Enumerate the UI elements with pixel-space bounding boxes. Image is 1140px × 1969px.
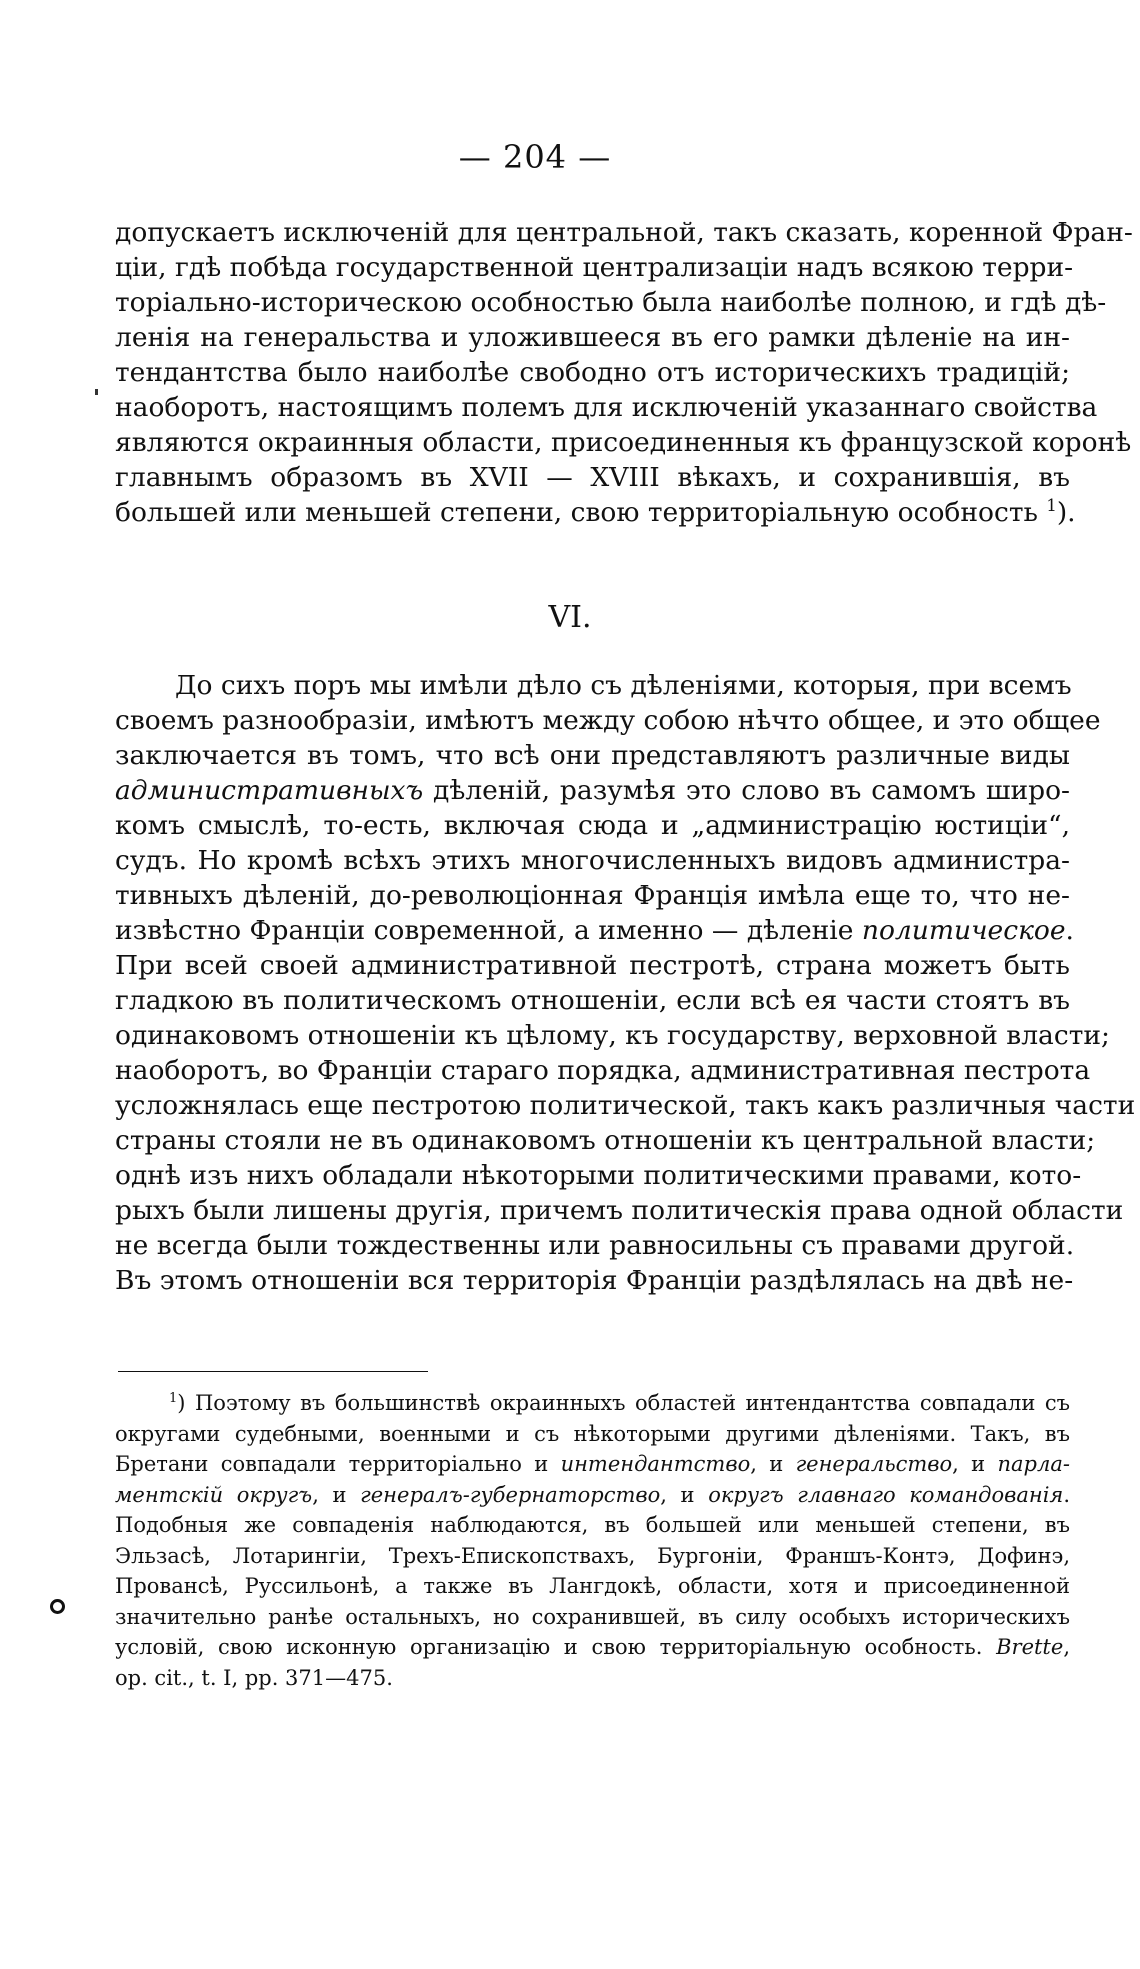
italic-term: политическое — [861, 915, 1066, 946]
text-line: главнымъ образомъ въ XVII — XVIII вѣкахъ, и сохранившія, въ — [115, 462, 1070, 493]
italic-term: административныхъ — [115, 775, 424, 806]
footnote-line: op. cit., t. I, pp. 371—475. — [115, 1665, 393, 1690]
section-heading: VI. — [548, 600, 592, 635]
text-line: торіально-историческою особностью была наиболѣе полною, и гдѣ дѣ- — [115, 287, 1107, 318]
text-line: не всегда были тождественны или равносильны съ правами другой. — [115, 1230, 1075, 1261]
text-line: тивныхъ дѣленій, до-революціонная Франція имѣла еще то, что не- — [115, 880, 1070, 911]
footnote-line: округами судебными, военными и съ нѣкоторыми другими дѣленіями. Такъ, въ — [115, 1421, 1070, 1446]
text-line-end: . — [1065, 915, 1074, 946]
page-number: — 204 — — [458, 138, 612, 176]
text-line: При всей своей административной пестротѣ, страна можетъ быть — [115, 950, 1070, 981]
footnote-line-text: ) Поэтому въ большинствѣ окраинныхъ областей интендантства совпадали съ — [177, 1391, 1070, 1415]
text-line — [115, 495, 1076, 530]
footnote-text: , и — [750, 1452, 796, 1476]
text-line: рыхъ были лишены другія, причемъ политическія права одной области — [115, 1195, 1124, 1226]
footnote-divider — [118, 1371, 428, 1372]
footnote-line: Эльзасѣ, Лотарингіи, Трехъ-Епископствахъ, Бургоніи, Франшъ-Контэ, Дофинэ, — [115, 1543, 1070, 1568]
footnote-text: , — [1063, 1635, 1070, 1659]
text-line — [115, 913, 1074, 948]
text-line: усложнялась еще пестротою политической, такъ какъ различныя части — [115, 1090, 1136, 1121]
footnote-marker: 1 — [169, 1391, 178, 1406]
text-line-rest: дѣленій, разумѣя это слово въ самомъ широ- — [423, 775, 1070, 806]
footnote-text: , и — [952, 1452, 998, 1476]
italic-term: парла- — [997, 1452, 1070, 1476]
text-line: однѣ изъ нихъ обладали нѣкоторыми политическими правами, кото- — [115, 1160, 1082, 1191]
footnote-line: Провансѣ, Руссильонѣ, а также въ Лангдокѣ, области, хотя и присоединенной — [115, 1574, 1070, 1598]
italic-term: Brette — [996, 1635, 1064, 1659]
footnote-text: , и — [312, 1482, 361, 1507]
text-line: ленія на генеральства и уложившееся въ его рамки дѣленіе на ин- — [115, 322, 1070, 353]
text-line: своемъ разнообразіи, имѣютъ между собою нѣчто общее, и это общее — [115, 705, 1101, 736]
margin-circle-mark — [50, 1599, 65, 1614]
text-line-end: ). — [1056, 497, 1076, 528]
text-line: являются окраинныя области, присоединенныя къ французской коронѣ — [115, 427, 1132, 458]
italic-term: округъ главнаго командованія — [708, 1482, 1064, 1507]
text-line: До сихъ поръ мы имѣли дѣло съ дѣленіями, которыя, при всемъ — [175, 670, 1072, 701]
footnote-line: Подобныя же совпаденія наблюдаются, въ большей или меньшей степени, въ — [115, 1513, 1070, 1537]
italic-term: генеральство — [795, 1452, 953, 1476]
text-line: судъ. Но кромѣ всѣхъ этихъ многочисленныхъ видовъ администра- — [115, 845, 1070, 876]
paragraph-section-vi — [115, 668, 1136, 1298]
footnote-reference[interactable]: 1 — [1046, 496, 1057, 516]
text-line: гладкою въ политическомъ отношеніи, если всѣ ея части стоятъ въ — [115, 985, 1070, 1016]
text-line: заключается въ томъ, что всѣ они представляютъ различные виды — [115, 740, 1070, 771]
text-line: тендантства было наиболѣе свободно отъ историческихъ традицій; — [115, 357, 1070, 388]
text-line-content: большей или меньшей степени, свою территоріальную особность — [115, 497, 1038, 528]
footnote-line — [115, 1632, 1070, 1663]
text-line-start: извѣстно Франціи современной, а именно — дѣленіе — [115, 915, 862, 946]
text-line: допускаетъ исключеній для центральной, такъ сказать, коренной Фран- — [115, 217, 1133, 248]
footnote-line — [115, 1480, 1070, 1511]
footnote — [115, 1388, 1070, 1693]
italic-term: генералъ-губернаторство — [360, 1482, 661, 1507]
footnote-line — [115, 1388, 1070, 1419]
paragraph-continuation — [115, 215, 1133, 530]
text-line: одинаковомъ отношеніи къ цѣлому, къ государству, верховной власти; — [115, 1020, 1110, 1051]
text-line: Въ этомъ отношеніи вся территорія Франціи раздѣлялась на двѣ не- — [115, 1265, 1074, 1296]
text-line: ціи, гдѣ побѣда государственной централизаціи надъ всякою терри- — [115, 252, 1074, 283]
text-line: страны стояли не въ одинаковомъ отношеніи къ центральной власти; — [115, 1125, 1096, 1156]
footnote-line — [115, 1449, 1070, 1480]
text-line: комъ смыслѣ, то-есть, включая сюда и „администрацію юстиціи“, — [115, 810, 1070, 841]
margin-mark — [95, 389, 98, 395]
footnote-text: Бретани совпадали территоріально и — [115, 1452, 561, 1476]
footnote-text: условій, свою исконную организацію и свою территоріальную особность. — [115, 1635, 997, 1659]
text-line: наоборотъ, настоящимъ полемъ для исключеній указаннаго свойства — [115, 392, 1098, 423]
footnote-text: , и — [660, 1482, 709, 1507]
italic-term: интендантство — [560, 1452, 751, 1476]
text-line: наоборотъ, во Франціи стараго порядка, административная пестрота — [115, 1055, 1091, 1086]
footnote-line: значительно ранѣе остальныхъ, но сохранившей, въ силу особыхъ историческихъ — [115, 1604, 1070, 1629]
footnote-text: . — [1063, 1482, 1071, 1507]
text-line — [115, 773, 1070, 808]
italic-term: ментскій округъ — [115, 1482, 313, 1507]
